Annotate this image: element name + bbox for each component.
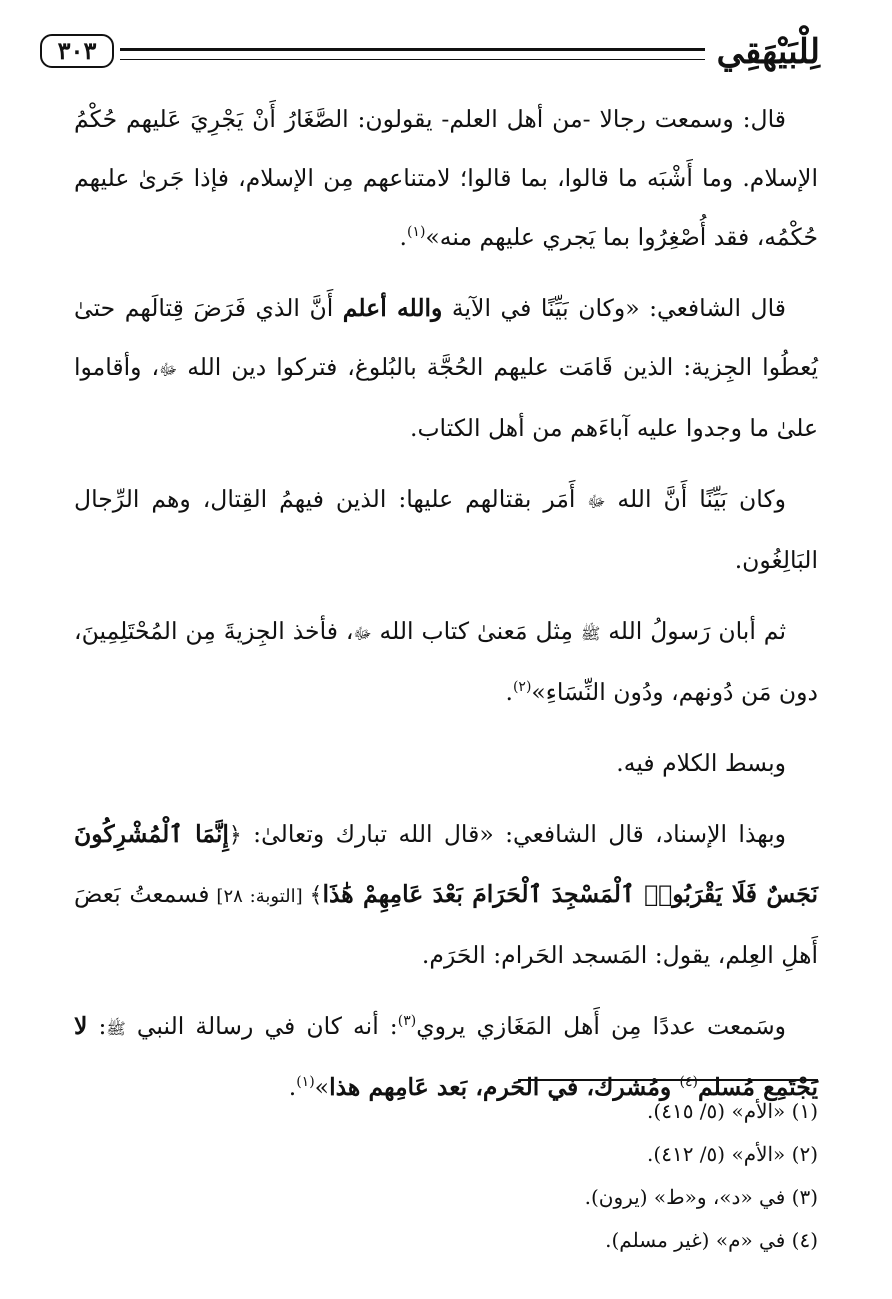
honorific-glyph: ﷻ [353, 624, 372, 643]
paragraph-4-text: ، فأخذ الجِزيةَ مِن المُحْتَلِمِينَ، دون مَن دُونهم، ودُون النِّسَاءِ» [74, 617, 818, 706]
paragraph-4 [74, 602, 818, 722]
verse-reference: [التوبة: ٢٨] [209, 886, 310, 907]
paragraph-7-text: وسَمعت عددًا مِن أَهل المَغَازي يروي [416, 1012, 787, 1040]
paragraph-4-text: ثم أبان رَسولُ الله [600, 617, 786, 645]
paragraph-4-text: مِثل مَعنىٰ كتاب الله [371, 617, 581, 645]
quoted-text: ومُشرك، في الحَرم، بَعد عَامِهم هذا [329, 1073, 680, 1101]
paragraph-2 [74, 279, 818, 458]
footnote: (١) «الأم» (٥/ ٤١٥). [647, 1099, 818, 1123]
honorific-glyph: ﷻ [587, 492, 606, 511]
quran-close-bracket: ﴾ [309, 883, 323, 908]
paragraph-3 [74, 470, 818, 590]
period: . [399, 223, 407, 251]
footnote: (٢) «الأم» (٥/ ٤١٢). [647, 1142, 818, 1166]
quoted-text: لا يَجْتَمِع مُسلم [74, 1012, 818, 1101]
footnote-marker: (١) [406, 224, 426, 241]
paragraph-7-text: : أنه كان في رسالة النبي [125, 1012, 398, 1040]
paragraph-6-text: وبهذا الإسناد، قال الشافعي: «قال الله تبارك وتعالىٰ: [241, 820, 786, 848]
paragraph-3-text: أَمَر بقتالهم عليها: الذين فيهمُ القِتال، وهم الرِّجال البَالِغُون. [74, 485, 818, 574]
page-number: ٣٠٣ [40, 34, 114, 68]
header-rule [120, 48, 705, 60]
paragraph-7-text: : [87, 1012, 107, 1040]
period: . [288, 1073, 297, 1101]
period: . [505, 678, 513, 706]
page-header [40, 26, 820, 78]
main-text [74, 90, 818, 1129]
honorific-glyph: ﷻ [159, 360, 178, 379]
paragraph-2-text: أَنَّ الذي فَرَضَ قِتالَهم حتىٰ يُعطُوا الجِزية: الذين قَامَت عليهم الحُجَّة بالبُلوغ، فتركوا دين الله [74, 294, 818, 381]
honorific-glyph: ﷺ [106, 1019, 126, 1038]
paragraph-5-text: وبسط الكلام فيه. [616, 749, 786, 777]
footnote-marker: (٣) [397, 1013, 417, 1030]
paragraph-3-text: وكان بَيِّنًا أَنَّ الله [605, 485, 786, 513]
paragraph-6 [74, 805, 818, 985]
closing-quote: » [314, 1073, 330, 1101]
footnote-separator [518, 1079, 818, 1081]
footnote: (٤) في «م» (غير مسلم). [605, 1228, 818, 1252]
footnote-marker: (٤) [679, 1074, 698, 1091]
honorific-glyph: ﷺ [580, 624, 601, 643]
glorification-phrase: والله أعلم [342, 294, 443, 322]
paragraph-5 [74, 734, 818, 793]
paragraph-2-text: قال الشافعي: «وكان بَيِّنًا في الآية [442, 294, 786, 322]
quran-verse: إِنَّمَا ٱلْمُشْرِكُونَ نَجَسٌ فَلَا يَقْرَبُوا۟ ٱلْمَسْجِدَ ٱلْحَرَامَ بَعْدَ عَامِهِمْ هَٰذَا [74, 820, 818, 908]
running-title: لِلْبَيْهَقِي [716, 32, 820, 72]
paragraph-6-text: فسمعتُ بَعضَ أَهلِ العِلم، يقول: المَسجد الحَرام: الحَرَم. [74, 880, 818, 969]
footnotes [74, 1090, 818, 1262]
footnote: (٣) في «د»، و«ط» (يرون). [584, 1185, 818, 1209]
paragraph-2-text: ، وأقاموا علىٰ ما وجدوا عليه آباءَهم من أهل الكتاب. [74, 353, 818, 442]
quran-open-bracket: ﴿ [228, 823, 242, 848]
footnote-marker: (٢) [512, 679, 532, 696]
paragraph-1 [74, 90, 818, 267]
footnote-marker: (١) [296, 1074, 315, 1091]
paragraph-1-text: قال: وسمعت رجالا -من أهل العلم- يقولون: الصَّغَارُ أَنْ يَجْرِيَ عَليهم حُكْمُ الإسلام. وما أَشْبَه ما قالوا، بما قالوا؛ لامتناعهم مِن الإسلام، فإذا جَرىٰ عليهم حُكْمُه، فقد أُصْغِرُوا بما يَجري عليهم منه» [74, 105, 818, 251]
